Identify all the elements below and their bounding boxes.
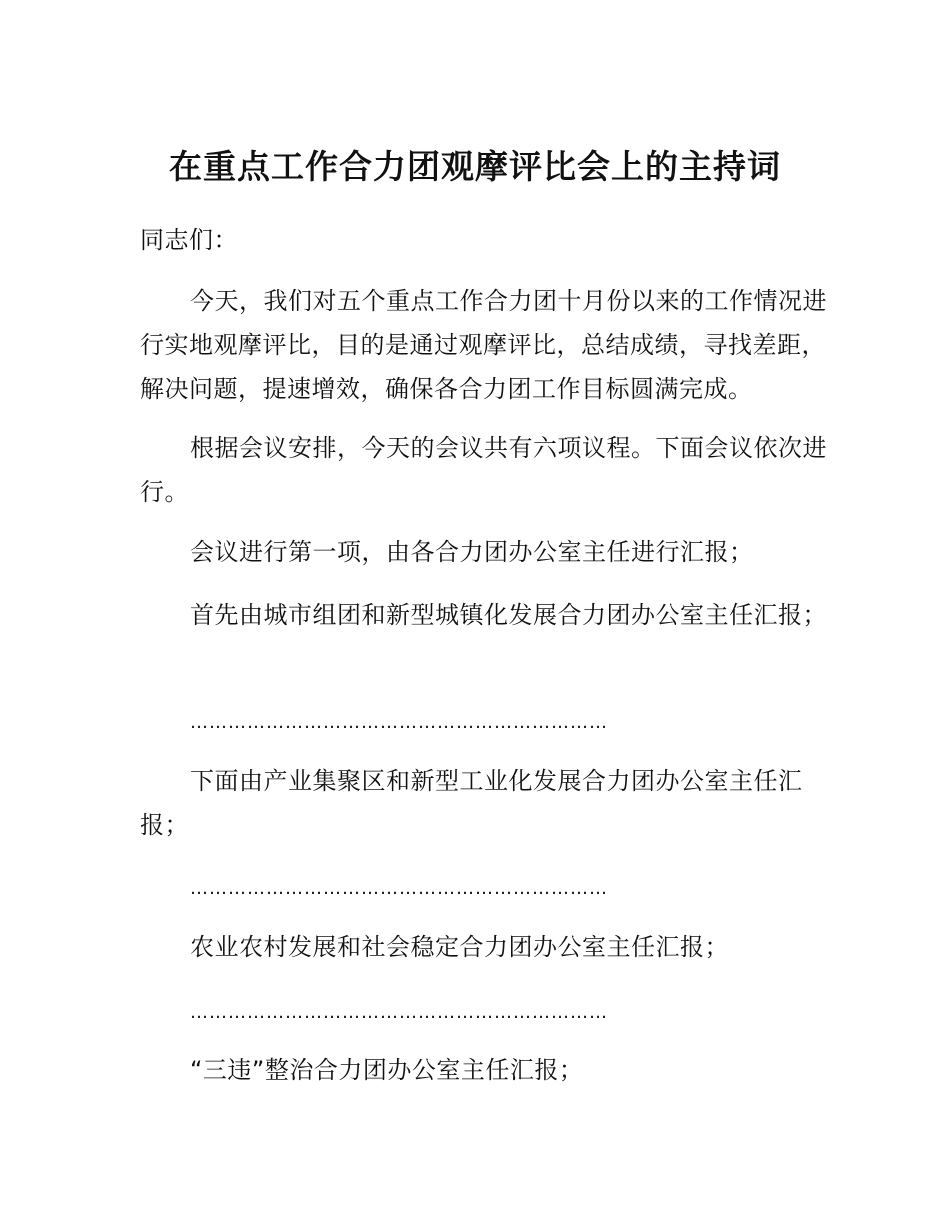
document-title: 在重点工作合力团观摩评比会上的主持词 [169,147,781,186]
ellipsis-line: ………………………………………………………… [190,1002,608,1023]
paragraph-report-sanwei: “三违”整治合力团办公室主任汇报； [190,1056,584,1084]
paragraph-report-industry: 下面由产业集聚区和新型工业化发展合力团办公室主任汇报； [140,767,803,839]
paragraph-agenda: 根据会议安排，今天的会议共有六项议程。下面会议依次进行。 [140,434,827,506]
ellipsis-line: ………………………………………………………… [190,712,608,733]
paragraph-report-urban: 首先由城市组团和新型城镇化发展合力团办公室主任汇报； [190,601,827,629]
ellipsis-line: ………………………………………………………… [190,878,608,899]
salutation: 同志们： [140,226,238,254]
paragraph-item-one: 会议进行第一项，由各合力团办公室主任进行汇报； [190,538,754,566]
paragraph-opening: 今天，我们对五个重点工作合力团十月份以来的工作情况进行实地观摩评比，目的是通过观摩评比，总结成绩，寻找差距，解决问题，提速增效，确保各合力团工作目标圆满完成。 [140,287,827,403]
paragraph-report-agriculture: 农业农村发展和社会稳定合力团办公室主任汇报； [190,933,729,961]
